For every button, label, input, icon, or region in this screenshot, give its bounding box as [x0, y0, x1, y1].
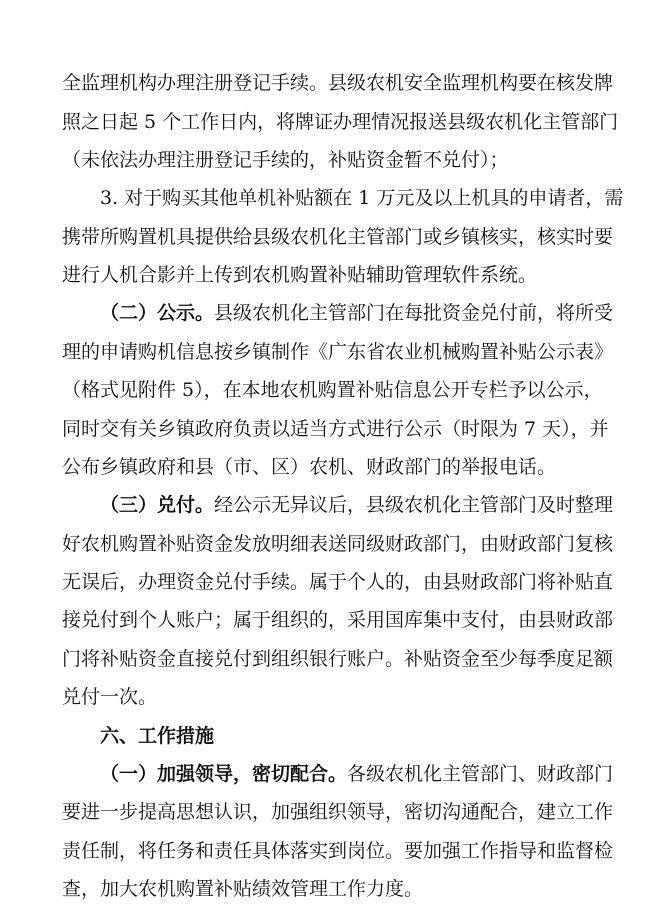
- paragraph-line: 责任制，将任务和责任具体落实到岗位。要加强工作指导和监督检: [62, 840, 614, 862]
- paragraph-line: 查，加大农机购置补贴绩效管理工作力度。: [62, 878, 424, 900]
- paragraph-line: 公布乡镇政府和县（市、区）农机、财政部门的举报电话。: [62, 456, 557, 478]
- paragraph-line: （格式见附件 5），在本地农机购置补贴信息公开专栏予以公示，: [62, 379, 603, 401]
- paragraph-line: 无误后，办理资金兑付手续。属于个人的，由县财政部门将补贴直: [62, 571, 614, 593]
- paragraph-line: 门将补贴资金直接兑付到组织银行账户。补贴资金至少每季度足额: [62, 648, 614, 670]
- paragraph-line: 兑付一次。: [62, 686, 158, 708]
- paragraph-line: 进行人机合影并上传到农机购置补贴辅助管理软件系统。: [62, 264, 538, 286]
- paragraph-line: 全监理机构办理注册登记手续。县级农机安全监理机构要在核发牌: [62, 72, 614, 94]
- section-lead-leadership: （一）加强领导，密切配合。: [100, 763, 348, 785]
- paragraph-line: （一）加强领导，密切配合。各级农机化主管部门、财政部门: [100, 763, 614, 785]
- paragraph-line: 携带所购置机具提供给县级农机化主管部门或乡镇核实，核实时要: [62, 226, 614, 248]
- paragraph-line: 接兑付到个人账户；属于组织的，采用国库集中支付，由县财政部: [62, 609, 614, 631]
- paragraph-line: （三）兑付。经公示无异议后，县级农机化主管部门及时整理: [100, 494, 614, 516]
- section-heading: 六、工作措施: [100, 725, 215, 747]
- paragraph-line: （二）公示。县级农机化主管部门在每批资金兑付前，将所受: [100, 302, 614, 324]
- paragraph-line: 好农机购置补贴资金发放明细表送同级财政部门，由财政部门复核: [62, 533, 614, 555]
- paragraph-line: 3. 对于购买其他单机补贴额在 1 万元及以上机具的申请者，需: [100, 187, 624, 209]
- paragraph-line: 照之日起 5 个工作日内，将牌证办理情况报送县级农机化主管部门: [62, 111, 619, 133]
- paragraph-line: （未依法办理注册登记手续的，补贴资金暂不兑付）；: [62, 149, 509, 171]
- paragraph-line: 同时交有关乡镇政府负责以适当方式进行公示（时限为 7 天），并: [62, 418, 609, 440]
- paragraph-line: 理的申请购机信息按乡镇制作《广东省农业机械购置补贴公示表》: [62, 341, 614, 363]
- section-lead-publicity: （二）公示。: [100, 302, 215, 324]
- paragraph-line: 要进一步提高思想认识，加强组织领导，密切沟通配合，建立工作: [62, 801, 614, 823]
- section-lead-payment: （三）兑付。: [100, 494, 215, 516]
